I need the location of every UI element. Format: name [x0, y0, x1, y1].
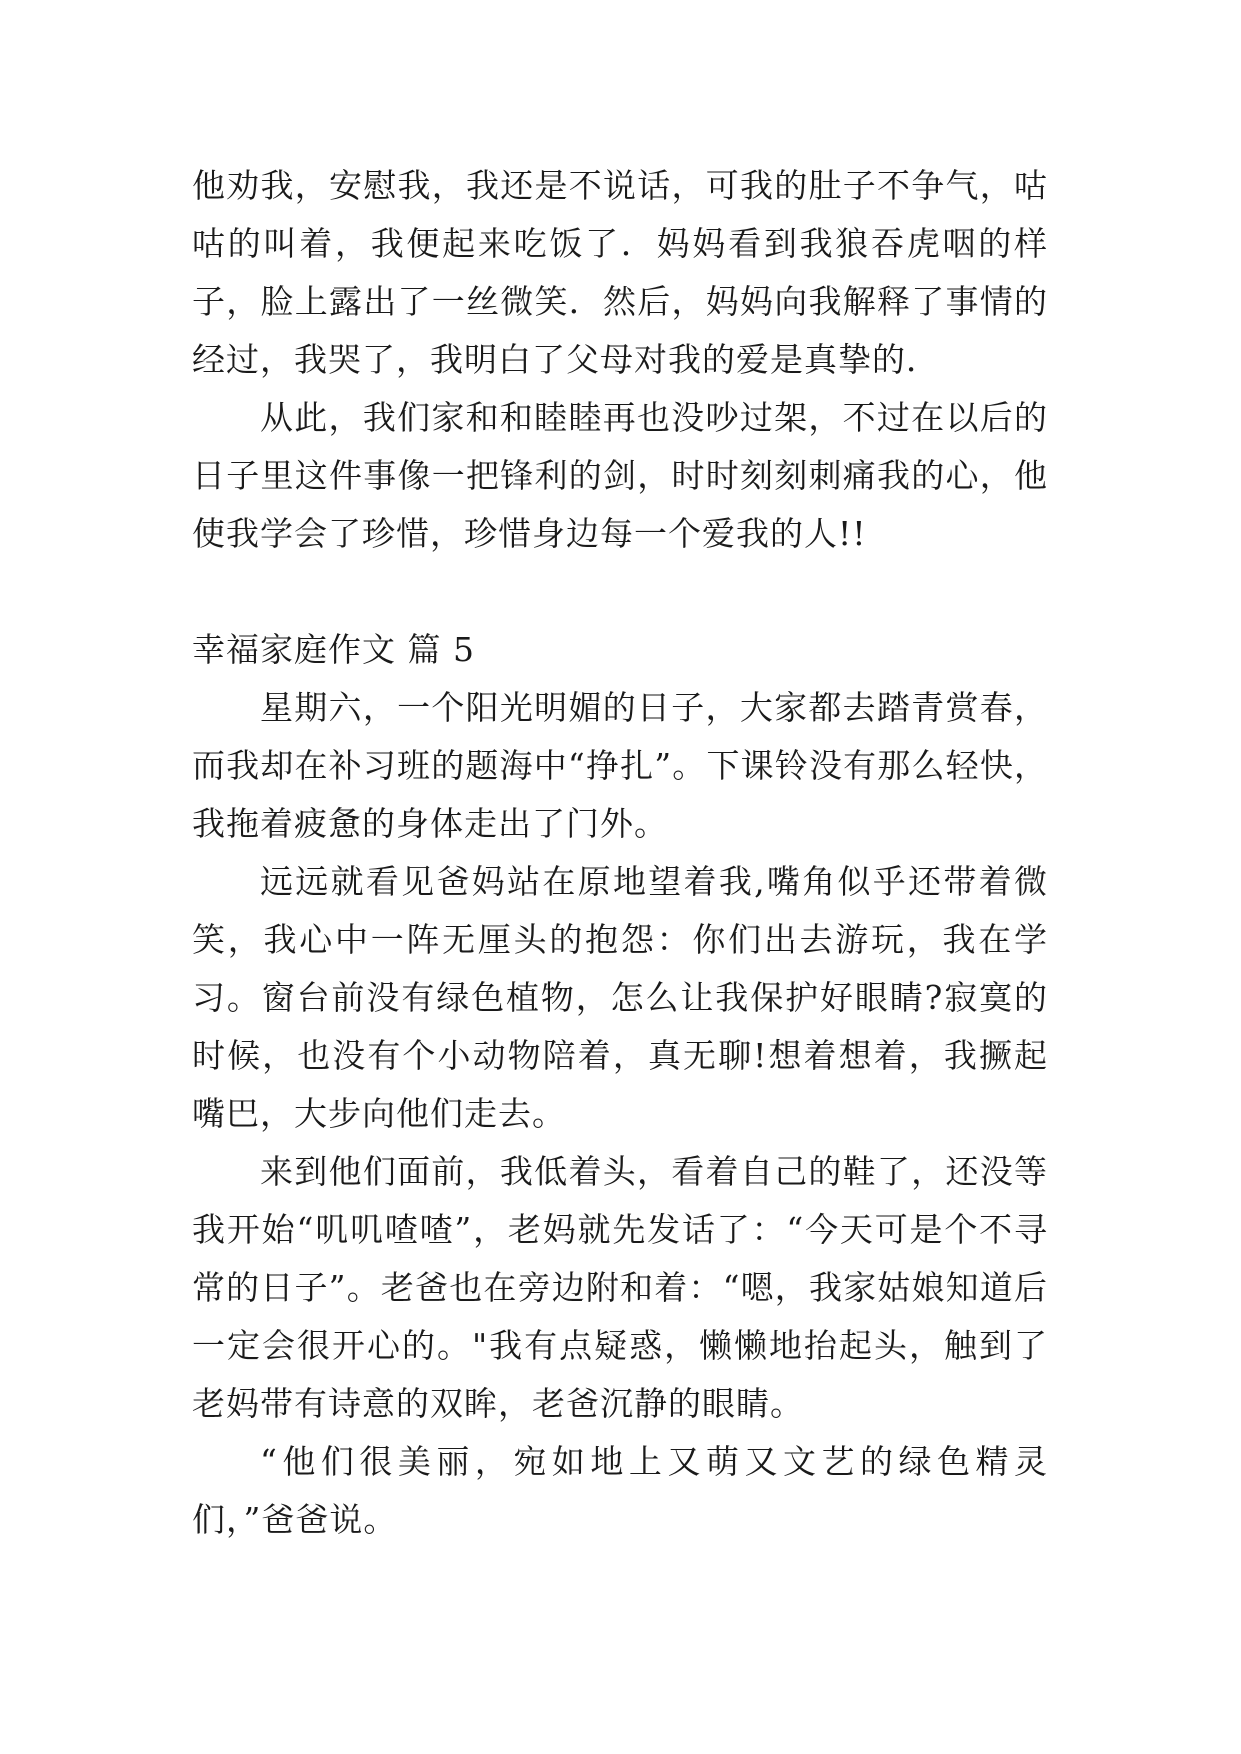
paragraph: “他们很美丽，宛如地上又萌又文艺的绿色精灵们，”爸爸说。: [192, 1442, 1048, 1539]
paragraph: 从此，我们家和和睦睦再也没吵过架，不过在以后的日子里这件事像一把锋利的剑，时时刻刻刺痛我的心，他使我学会了珍惜，珍惜身边每一个爱我的人!!: [192, 398, 1048, 553]
paragraph: 来到他们面前，我低着头，看着自己的鞋了，还没等我开始“叽叽喳喳”，老妈就先发话了：“今天可是个不寻常的日子”。老爸也在旁边附和着：“嗯，我家姑娘知道后一定会很开心的。"我有点疑惑，懒懒地抬起头，触到了老妈带有诗意的双眸，老爸沉静的眼睛。: [192, 1152, 1048, 1423]
paragraph: 星期六，一个阳光明媚的日子，大家都去踏青赏春，而我却在补习班的题海中“挣扎”。下课铃没有那么轻快，我拖着疲惫的身体走出了门外。: [192, 688, 1048, 843]
paragraph: 他劝我，安慰我，我还是不说话，可我的肚子不争气，咕咕的叫着，我便起来吃饭了．妈妈看到我狼吞虎咽的样子，脸上露出了一丝微笑．然后，妈妈向我解释了事情的经过，我哭了，我明白了父母对我的爱是真挚的．: [192, 166, 1048, 379]
document-body: [192, 157, 1048, 1549]
section-title: 幸福家庭作文 篇 5: [192, 630, 475, 669]
paragraph: 远远就看见爸妈站在原地望着我,嘴角似乎还带着微笑，我心中一阵无厘头的抱怨：你们出去游玩，我在学习。窗台前没有绿色植物，怎么让我保护好眼睛?寂寞的时候，也没有个小动物陪着，真无聊!想着想着，我撅起嘴巴，大步向他们走去。: [192, 862, 1048, 1133]
